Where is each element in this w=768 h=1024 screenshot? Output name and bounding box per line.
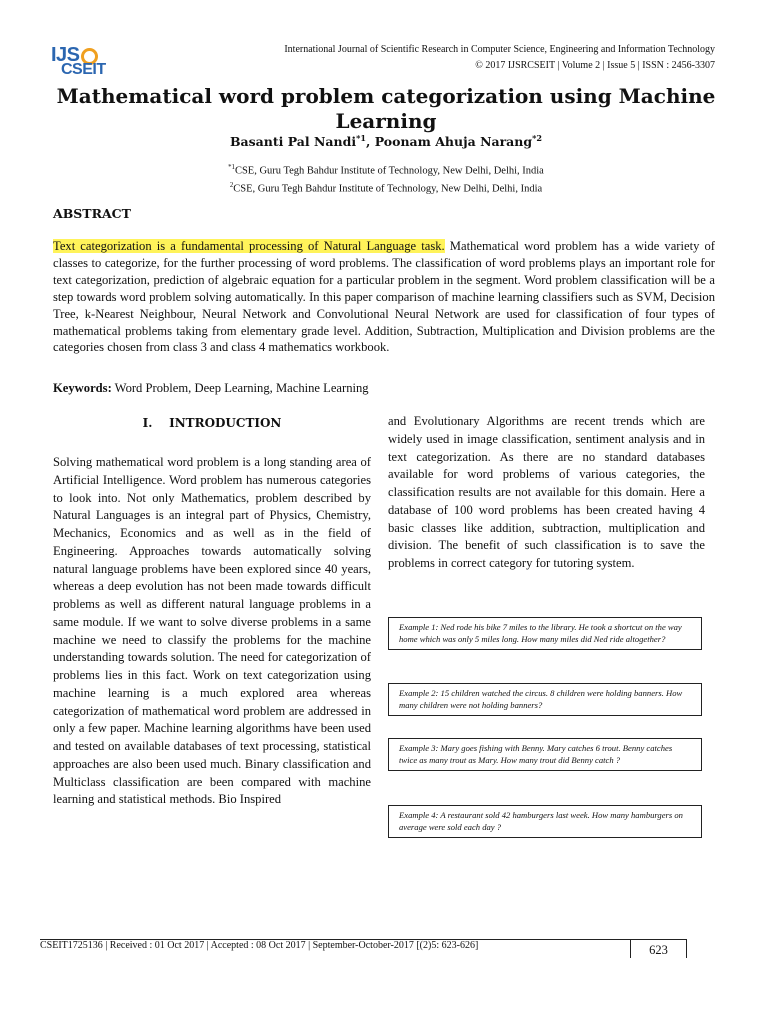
keywords-list: Word Problem, Deep Learning, Machine Learning bbox=[111, 381, 369, 395]
affiliation-2: $^2$CSE, Guru Tegh Bahdur Institute of Technology, New Delhi, Delhi, India bbox=[229, 181, 543, 194]
abstract-body: Mathematical word problem has a wide variety of classes to categorize, for the further processing of word problems. The classification of word problems plays an important role for text categorization, prediction of algebraic equation for a particular problem in the segment. Word problem classification will be a step towards word problem solving automatically. In this paper comparison of machine learning classifiers such as SVM, Decision Tree, k-Nearest Neighbour, Neural Network and Convolutional Neural Network are used for classification of four types of mathematical problems taking from elementary grade level. Addition, Subtraction, Multiplication and Division problems are the categories chosen from class 3 and class 4 mathematics workbook. bbox=[53, 239, 715, 355]
page-number: 623 bbox=[630, 939, 687, 958]
introduction-right-column: and Evolutionary Algorithms are recent trends which are widely used in image classification, sentiment analysis and in text categorization. As there are no standard databases available for word problems of various categories, the classification results are not available for this domain. Here a database of 100 word problems has been created having 4 basic classes like addition, subtraction, multiplication and division. The benefit of such classification is to save the problems in correct category for tutoring system. bbox=[388, 414, 705, 570]
abstract-highlighted-sentence: Text categorization is a fundamental processing of Natural Language task. bbox=[53, 239, 445, 253]
journal-logo bbox=[48, 44, 118, 80]
journal-header bbox=[140, 42, 715, 74]
paper-authors: Basanti Pal Nandi$^{*1}$, Poonam Ahuja Narang$^{*2}$ bbox=[229, 133, 543, 150]
example-box-4: Example 4: A restaurant sold 42 hamburgers last week. How many hamburgers on average were sold each day ? bbox=[388, 805, 702, 838]
example-box-1: Example 1: Ned rode his bike 7 miles to the library. He took a shortcut on the way home which was only 5 miles long. How many miles did Ned ride altogether? bbox=[388, 617, 702, 650]
example-box-2: Example 2: 15 children watched the circus. 8 children were holding banners. How many children were not holding banners? bbox=[388, 683, 702, 716]
keywords bbox=[53, 380, 715, 397]
introduction-left-column: Solving mathematical word problem is a long standing area of Artificial Intelligence. Word problem has numerous categories to look into. Not only Mathematics, problem described by Natural Languages is an integral part of Physics, Chemistry, Mechanics, Economics and as well as in the field of Engineering. Approaches towards automatically solving natural language problems have been explored since 40 years, whereas a deep evolution has not been made towards difficult problems as well as different natural language problems in a same module. If we want to solve diverse problems in a same machine we need to classify the problems for the machine understanding towards solution. The need for categorization of problems lies in this fact. Work on text categorization using machine learning is a much explored area whereas categorization of mathematical word problem are addressed in only a few paper. Machine learning algorithms have been used and tested on available databases of text processing, statistical approaches are also been used much. Binary classification and Multiclass classification are been compared with machine learning and statistical methods. Bio Inspired bbox=[53, 455, 371, 807]
footer-citation: CSEIT1725136 | Received : 01 Oct 2017 | Accepted : 08 Oct 2017 | September-October-2017 [(2)5: 623-626] bbox=[40, 940, 479, 951]
abstract-heading: ABSTRACT bbox=[53, 206, 131, 221]
journal-issue: © 2017 IJSRCSEIT | Volume 2 | Issue 5 | ISSN : 2456-3307 bbox=[475, 60, 715, 71]
affiliations bbox=[40, 161, 732, 196]
logo-text-top: IJS bbox=[51, 44, 80, 66]
logo-text-bottom: CSEIT bbox=[61, 61, 106, 78]
example-box-3: Example 3: Mary goes fishing with Benny. Mary catches 6 trout. Benny catches twice as many trout as Mary. How many trout did Benny catch ? bbox=[388, 738, 702, 771]
abstract-text bbox=[53, 238, 715, 356]
keywords-label: Keywords: bbox=[53, 381, 112, 395]
affiliation-1: $^{*1}$CSE, Guru Tegh Bahdur Institute of Technology, New Delhi, Delhi, India bbox=[228, 164, 544, 177]
introduction-heading: I. INTRODUCTION bbox=[142, 416, 282, 430]
journal-name: International Journal of Scientific Research in Computer Science, Engineering and Information Technology bbox=[284, 44, 715, 55]
paper-title: Mathematical word problem categorization using Machine Learning bbox=[56, 84, 716, 133]
